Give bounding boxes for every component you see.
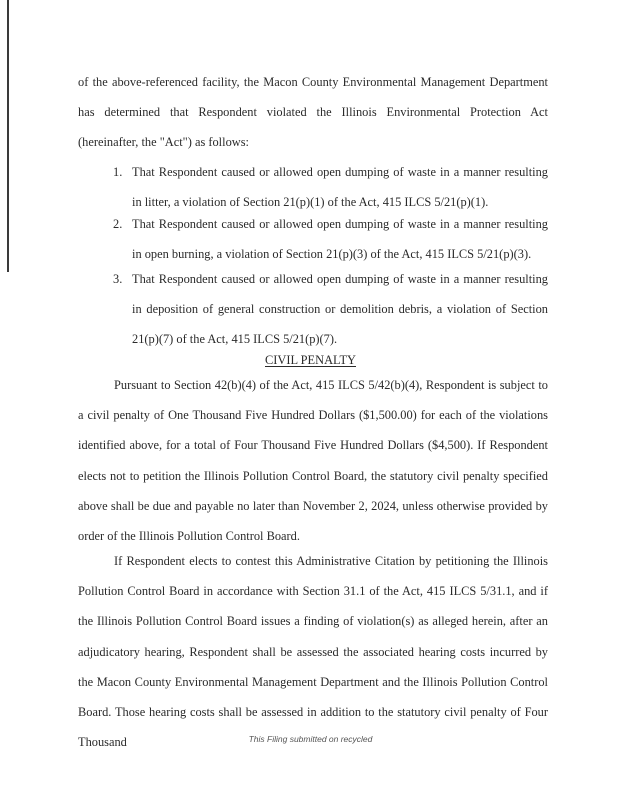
- violation-text-3: That Respondent caused or allowed open dumping of waste in a manner resulting in deposition of general construction or demolition debris, a violation of Section 21(p)(7) of the Act, 415 ILCS 5/21(p)(7).: [132, 272, 548, 347]
- violation-number-1: 1.: [113, 165, 123, 179]
- penalty-paragraph-text: Pursuant to Section 42(b)(4) of the Act, 415 ILCS 5/42(b)(4), Respondent is subject to a civil penalty of One Thousand Five Hundred Dollars ($1,500.00) for each of the violations identified above, for a total of Four Thousand Five Hundred Dollars ($4,500). If Respondent elects not to petition the Illinois Pollution Control Board, the statutory civil penalty specified above shall be due and payable no later than November 2, 2024, unless otherwise provided by order of the Illinois Pollution Control Board.: [78, 378, 548, 544]
- intro-paragraph: of the above-referenced facility, the Macon County Environmental Management Department has determined that Respondent violated the Illinois Environmental Protection Act (hereinafter, the "Act") as follows:: [78, 75, 548, 150]
- violation-text-2: That Respondent caused or allowed open dumping of waste in a manner resulting in open burning, a violation of Section 21(p)(3) of the Act, 415 ILCS 5/21(p)(3).: [132, 217, 548, 262]
- violation-number-3: 3.: [113, 272, 123, 286]
- recycled-paper-footer: This Filing submitted on recycled: [248, 734, 373, 744]
- violation-item-3: [113, 264, 548, 355]
- penalty-paragraph: [78, 370, 548, 551]
- violation-number-2: 2.: [113, 217, 123, 231]
- contest-paragraph: [78, 546, 548, 757]
- section-heading-text: CIVIL PENALTY: [265, 353, 356, 367]
- civil-penalty-heading: [0, 352, 621, 368]
- violation-item-2: [113, 209, 548, 269]
- violation-text-1: That Respondent caused or allowed open dumping of waste in a manner resulting in litter, a violation of Section 21(p)(1) of the Act, 415 ILCS 5/21(p)(1).: [132, 165, 548, 210]
- contest-paragraph-text: If Respondent elects to contest this Administrative Citation by petitioning the Illinois Pollution Control Board in accordance with Section 31.1 of the Act, 415 ILCS 5/31.1, and if the Illinois Pollution Control Board issues a finding of violation(s) as alleged herein, after an adjudicatory hearing, Respondent shall be assessed the associated hearing costs incurred by the Macon County Environmental Management Department and the Illinois Pollution Control Board. Those hearing costs shall be assessed in addition to the statutory civil penalty of Four Thousand: [78, 554, 548, 750]
- left-margin-rule: [7, 0, 9, 272]
